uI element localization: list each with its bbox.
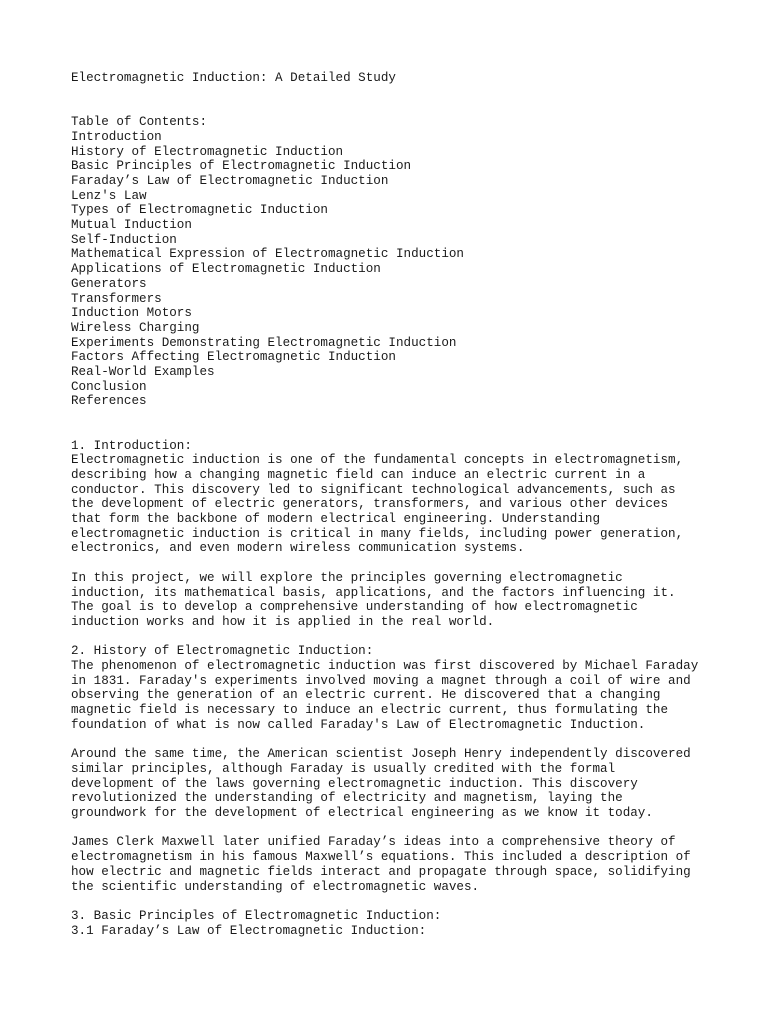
spacer bbox=[71, 733, 711, 748]
spacer bbox=[71, 86, 711, 115]
toc-item: Conclusion bbox=[71, 379, 147, 394]
paragraph bbox=[71, 747, 711, 821]
section-heading: 3. Basic Principles of Electromagnetic Induction: bbox=[71, 908, 442, 923]
toc-item: Generators bbox=[71, 276, 147, 291]
toc-item: Mutual Induction bbox=[71, 218, 192, 233]
toc-item: History of Electromagnetic Induction bbox=[71, 144, 344, 159]
document-page bbox=[71, 71, 711, 938]
toc-item: Transformers bbox=[71, 291, 162, 306]
toc-item: Induction Motors bbox=[71, 306, 192, 321]
toc-item: Types of Electromagnetic Induction bbox=[71, 203, 328, 218]
paragraph-line: foundation of what is now called Faraday's Law of Electromagnetic Induction. bbox=[71, 717, 646, 732]
toc-heading: Table of Contents: bbox=[71, 115, 208, 130]
paragraph-line: electromagnetism in his famous Maxwell’s equations. This included a description of bbox=[71, 850, 691, 865]
paragraph-line: that form the backbone of modern electrical engineering. Understanding bbox=[71, 512, 601, 527]
paragraph-line: the development of electric generators, transformers, and various other devices bbox=[71, 497, 669, 512]
paragraph-line: James Clerk Maxwell later unified Faraday’s ideas into a comprehensive theory of bbox=[71, 835, 676, 850]
paragraph-line: conductor. This discovery led to significant technological advancements, such as bbox=[71, 482, 676, 497]
paragraph-line: Electromagnetic induction is one of the fundamental concepts in electromagnetism, bbox=[71, 453, 684, 468]
paragraph-line: The phenomenon of electromagnetic induction was first discovered by Michael Faraday bbox=[71, 659, 699, 674]
toc-item: Lenz's Law bbox=[71, 188, 147, 203]
section-heading: 2. History of Electromagnetic Induction: bbox=[71, 644, 374, 659]
section-heading: 1. Introduction: bbox=[71, 438, 192, 453]
toc-item: Applications of Electromagnetic Induction bbox=[71, 262, 381, 277]
paragraph-line: induction works and how it is applied in the real world. bbox=[71, 614, 495, 629]
toc-item: Mathematical Expression of Electromagnetic Induction bbox=[71, 247, 464, 262]
toc-item: Faraday’s Law of Electromagnetic Induction bbox=[71, 173, 389, 188]
toc-item: References bbox=[71, 394, 147, 409]
toc-item: Wireless Charging bbox=[71, 320, 200, 335]
toc-item: Introduction bbox=[71, 129, 162, 144]
paragraph bbox=[71, 835, 711, 894]
section-basic-principles bbox=[71, 909, 711, 938]
subsection-heading: 3.1 Faraday’s Law of Electromagnetic Induction: bbox=[71, 923, 427, 938]
paragraph-line: induction, its mathematical basis, applications, and the factors influencing it. bbox=[71, 585, 676, 600]
toc-item: Basic Principles of Electromagnetic Induction bbox=[71, 159, 412, 174]
paragraph-line: similar principles, although Faraday is usually credited with the formal bbox=[71, 761, 616, 776]
paragraph-line: The goal is to develop a comprehensive understanding of how electromagnetic bbox=[71, 600, 638, 615]
paragraph bbox=[71, 453, 711, 556]
paragraph-line: in 1831. Faraday's experiments involved moving a magnet through a coil of wire and bbox=[71, 673, 691, 688]
toc-item: Real-World Examples bbox=[71, 365, 215, 380]
table-of-contents bbox=[71, 115, 711, 409]
paragraph-line: magnetic field is necessary to induce an electric current, thus formulating the bbox=[71, 703, 669, 718]
toc-item: Experiments Demonstrating Electromagnetic Induction bbox=[71, 335, 457, 350]
spacer bbox=[71, 894, 711, 909]
paragraph-line: electromagnetic induction is critical in many fields, including power generation, bbox=[71, 526, 684, 541]
spacer bbox=[71, 556, 711, 571]
toc-item: Self-Induction bbox=[71, 232, 177, 247]
paragraph-line: how electric and magnetic fields interact and propagate through space, solidifying bbox=[71, 864, 691, 879]
paragraph-line: development of the laws governing electromagnetic induction. This discovery bbox=[71, 776, 638, 791]
spacer bbox=[71, 630, 711, 645]
section-introduction bbox=[71, 439, 711, 630]
document-title: Electromagnetic Induction: A Detailed Study bbox=[71, 71, 396, 85]
spacer bbox=[71, 409, 711, 438]
spacer bbox=[71, 821, 711, 836]
paragraph-line: describing how a changing magnetic field can induce an electric current in a bbox=[71, 467, 646, 482]
paragraph-line: In this project, we will explore the principles governing electromagnetic bbox=[71, 570, 623, 585]
paragraph-line: electronics, and even modern wireless communication systems. bbox=[71, 541, 525, 556]
paragraph-line: Around the same time, the American scientist Joseph Henry independently discovered bbox=[71, 747, 691, 762]
paragraph bbox=[71, 659, 711, 733]
section-history bbox=[71, 644, 711, 894]
paragraph-line: groundwork for the development of electrical engineering as we know it today. bbox=[71, 806, 653, 821]
paragraph-line: observing the generation of an electric current. He discovered that a changing bbox=[71, 688, 661, 703]
paragraph bbox=[71, 571, 711, 630]
paragraph-line: revolutionized the understanding of electricity and magnetism, laying the bbox=[71, 791, 623, 806]
paragraph-line: the scientific understanding of electromagnetic waves. bbox=[71, 879, 480, 894]
toc-item: Factors Affecting Electromagnetic Induction bbox=[71, 350, 396, 365]
